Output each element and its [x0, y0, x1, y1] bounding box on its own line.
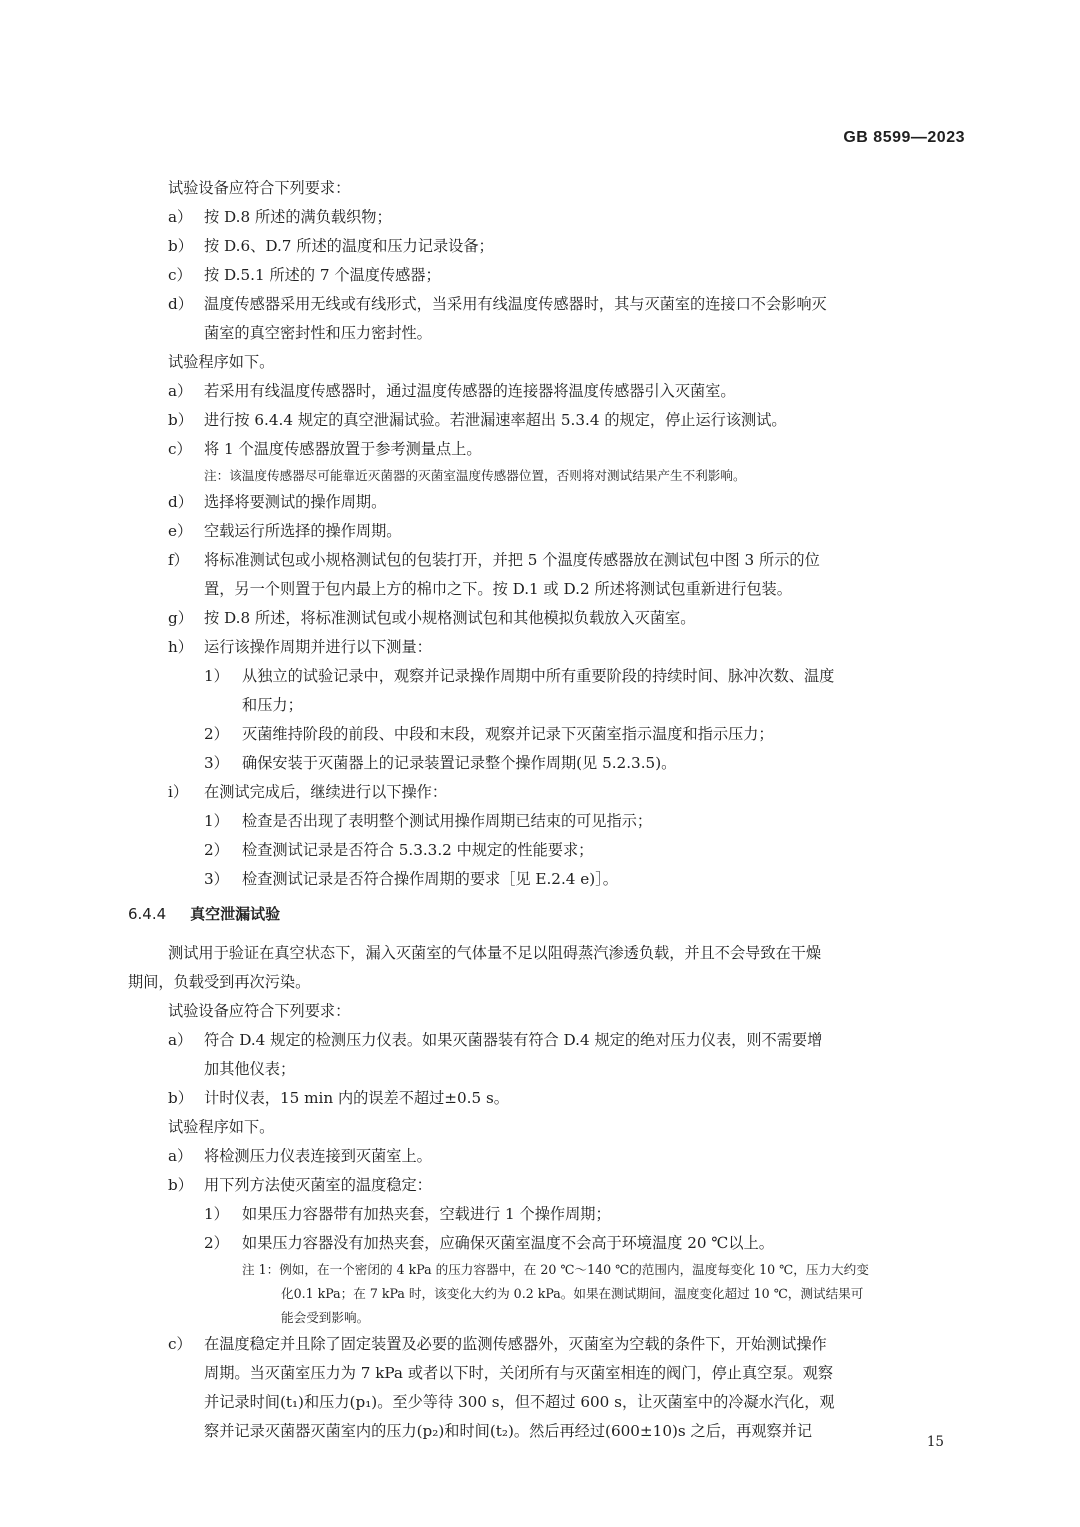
paragraph-line	[128, 174, 968, 203]
line-text: 检查测试记录是否符合操作周期的要求［见 E.2.4 e)］。	[242, 870, 618, 888]
list-item	[128, 1171, 968, 1200]
list-item	[128, 662, 968, 691]
list-marker: 1）	[204, 812, 229, 830]
line-text: 检查测试记录是否符合 5.3.3.2 中规定的性能要求；	[242, 841, 594, 859]
list-item	[128, 517, 968, 546]
line-text: 符合 D.4 规定的检测压力仪表。如果灭菌器装有符合 D.4 规定的绝对压力仪表，则不需要增	[204, 1031, 823, 1049]
list-item	[128, 749, 968, 778]
list-item	[128, 546, 968, 575]
line-text: 选择将要测试的操作周期。	[204, 493, 387, 511]
line-text: 如果压力容器没有加热夹套，应确保灭菌室温度不会高于环境温度 20 ℃以上。	[242, 1234, 774, 1252]
list-marker: b）	[168, 237, 193, 255]
line-text: 按 D.8 所述，将标准测试包或小规格测试包和其他模拟负载放入灭菌室。	[204, 609, 696, 627]
list-item	[128, 604, 968, 633]
list-item	[128, 1084, 968, 1113]
line-text: 按 D.5.1 所述的 7 个温度传感器；	[204, 266, 441, 284]
list-item	[128, 290, 968, 319]
list-marker: c）	[168, 1335, 192, 1353]
list-item	[128, 319, 968, 348]
list-item	[128, 1026, 968, 1055]
list-marker: 3）	[204, 870, 229, 888]
list-marker: 2）	[204, 841, 229, 859]
line-text: 置，另一个则置于包内最上方的棉巾之下。按 D.1 或 D.2 所述将测试包重新进行包装。	[204, 580, 792, 598]
section-title: 真空泄漏试验	[190, 905, 281, 923]
list-marker: a）	[168, 208, 193, 226]
list-item	[128, 691, 968, 720]
list-item	[128, 406, 968, 435]
list-item	[128, 865, 968, 894]
line-text: 按 D.6、D.7 所述的温度和压力记录设备；	[204, 237, 494, 255]
line-text: 测试用于验证在真空状态下，漏入灭菌室的气体量不足以阻碍蒸汽渗透负载，并且不会导致在干燥	[168, 944, 822, 962]
line-text: 将 1 个温度传感器放置于参考测量点上。	[204, 440, 482, 458]
list-marker: d）	[168, 295, 193, 313]
line-text: 进行按 6.4.4 规定的真空泄漏试验。若泄漏速率超出 5.3.4 的规定，停止运行该测试。	[204, 411, 787, 429]
list-marker: 3）	[204, 754, 229, 772]
paragraph-line	[128, 348, 968, 377]
list-marker: 1）	[204, 667, 229, 685]
list-item	[128, 1359, 968, 1388]
line-text: 并记录时间(t₁)和压力(p₁)。至少等待 300 s，但不超过 600 s，让灭菌室中的冷凝水汽化，观	[204, 1393, 835, 1411]
line-text: 按 D.8 所述的满负载织物；	[204, 208, 392, 226]
line-text: 确保安装于灭菌器上的记录装置记录整个操作周期(见 5.2.3.5)。	[242, 754, 677, 772]
list-item	[128, 1200, 968, 1229]
list-item	[128, 1142, 968, 1171]
list-item	[128, 1229, 968, 1258]
list-marker: b）	[168, 1089, 193, 1107]
list-item	[128, 575, 968, 604]
line-text: 若采用有线温度传感器时，通过温度传感器的连接器将温度传感器引入灭菌室。	[204, 382, 736, 400]
list-marker: b）	[168, 1176, 193, 1194]
list-item	[128, 1330, 968, 1359]
list-marker: a）	[168, 1147, 193, 1165]
list-marker: a）	[168, 382, 193, 400]
list-item	[128, 1388, 968, 1417]
line-text: 空载运行所选择的操作周期。	[204, 522, 402, 540]
line-text: 检查是否出现了表明整个测试用操作周期已结束的可见指示；	[242, 812, 653, 830]
list-marker: a）	[168, 1031, 193, 1049]
list-marker: b）	[168, 411, 193, 429]
line-text: 用下列方法使灭菌室的温度稳定：	[204, 1176, 432, 1194]
line-text: 试验设备应符合下列要求：	[168, 1002, 351, 1020]
line-text: 运行该操作周期并进行以下测量：	[204, 638, 432, 656]
list-item	[128, 778, 968, 807]
list-item	[128, 232, 968, 261]
note-text: 注 1：例如，在一个密闭的 4 kPa 的压力容器中，在 20 ℃～140 ℃的范围内，温度每变化 10 ℃，压力大约变	[242, 1262, 869, 1277]
line-text: 试验设备应符合下列要求：	[168, 179, 351, 197]
page-body	[128, 174, 968, 1446]
line-text: 计时仪表，15 min 内的误差不超过±0.5 s。	[204, 1089, 509, 1107]
list-item	[128, 1417, 968, 1446]
line-text: 从独立的试验记录中，观察并记录操作周期中所有重要阶段的持续时间、脉冲次数、温度	[242, 667, 835, 685]
list-marker: i）	[168, 783, 189, 801]
line-text: 将标准测试包或小规格测试包的包装打开，并把 5 个温度传感器放在测试包中图 3 所示的位	[204, 551, 820, 569]
section-heading	[128, 900, 968, 929]
list-item	[128, 807, 968, 836]
note-text: 注：该温度传感器尽可能靠近灭菌器的灭菌室温度传感器位置，否则将对测试结果产生不利影响。	[204, 468, 746, 483]
note-text: 化0.1 kPa；在 7 kPa 时，该变化大约为 0.2 kPa。如果在测试期间，温度变化超过 10 ℃，测试结果可	[281, 1286, 864, 1301]
list-marker: e）	[168, 522, 193, 540]
line-text: 期间，负载受到再次污染。	[128, 973, 311, 991]
paragraph-line	[128, 997, 968, 1026]
list-item	[128, 836, 968, 865]
line-text: 灭菌维持阶段的前段、中段和末段，观察并记录下灭菌室指示温度和指示压力；	[242, 725, 774, 743]
line-text: 试验程序如下。	[168, 1118, 275, 1136]
list-marker: h）	[168, 638, 193, 656]
line-text: 将检测压力仪表连接到灭菌室上。	[204, 1147, 432, 1165]
list-marker: 1）	[204, 1205, 229, 1223]
line-text: 温度传感器采用无线或有线形式，当采用有线温度传感器时，其与灭菌室的连接口不会影响灭	[204, 295, 827, 313]
list-marker: g）	[168, 609, 193, 627]
list-item	[128, 1055, 968, 1084]
list-item	[128, 377, 968, 406]
line-text: 试验程序如下。	[168, 353, 275, 371]
line-text: 周期。当灭菌室压力为 7 kPa 或者以下时，关闭所有与灭菌室相连的阀门，停止真空泵。观察	[204, 1364, 834, 1382]
line-text: 加其他仪表；	[204, 1060, 296, 1078]
line-text: 在测试完成后，继续进行以下操作：	[204, 783, 447, 801]
list-item	[128, 261, 968, 290]
paragraph-line	[128, 939, 968, 968]
list-marker: c）	[168, 440, 192, 458]
list-item	[128, 488, 968, 517]
line-text: 如果压力容器带有加热夹套，空载进行 1 个操作周期；	[242, 1205, 611, 1223]
list-marker: 2）	[204, 725, 229, 743]
line-text: 在温度稳定并且除了固定装置及必要的监测传感器外，灭菌室为空载的条件下，开始测试操作	[204, 1335, 827, 1353]
line-text: 察并记录灭菌器灭菌室内的压力(p₂)和时间(t₂)。然后再经过(600±10)s 之后，再观察并记	[204, 1422, 813, 1440]
list-item	[128, 720, 968, 749]
list-marker: 2）	[204, 1234, 229, 1252]
note-text: 能会受到影响。	[281, 1310, 370, 1325]
list-marker: c）	[168, 266, 192, 284]
paragraph-line	[128, 1113, 968, 1142]
line-text: 和压力；	[242, 696, 303, 714]
section-number: 6.4.4	[128, 905, 167, 923]
document-code: GB 8599—2023	[843, 129, 965, 146]
list-item	[128, 435, 968, 464]
list-marker: d）	[168, 493, 193, 511]
line-text: 菌室的真空密封性和压力密封性。	[204, 324, 432, 342]
page-number: 15	[926, 1434, 944, 1450]
paragraph-line	[128, 968, 968, 997]
list-item	[128, 633, 968, 662]
list-item	[128, 203, 968, 232]
list-marker: f）	[168, 551, 189, 569]
